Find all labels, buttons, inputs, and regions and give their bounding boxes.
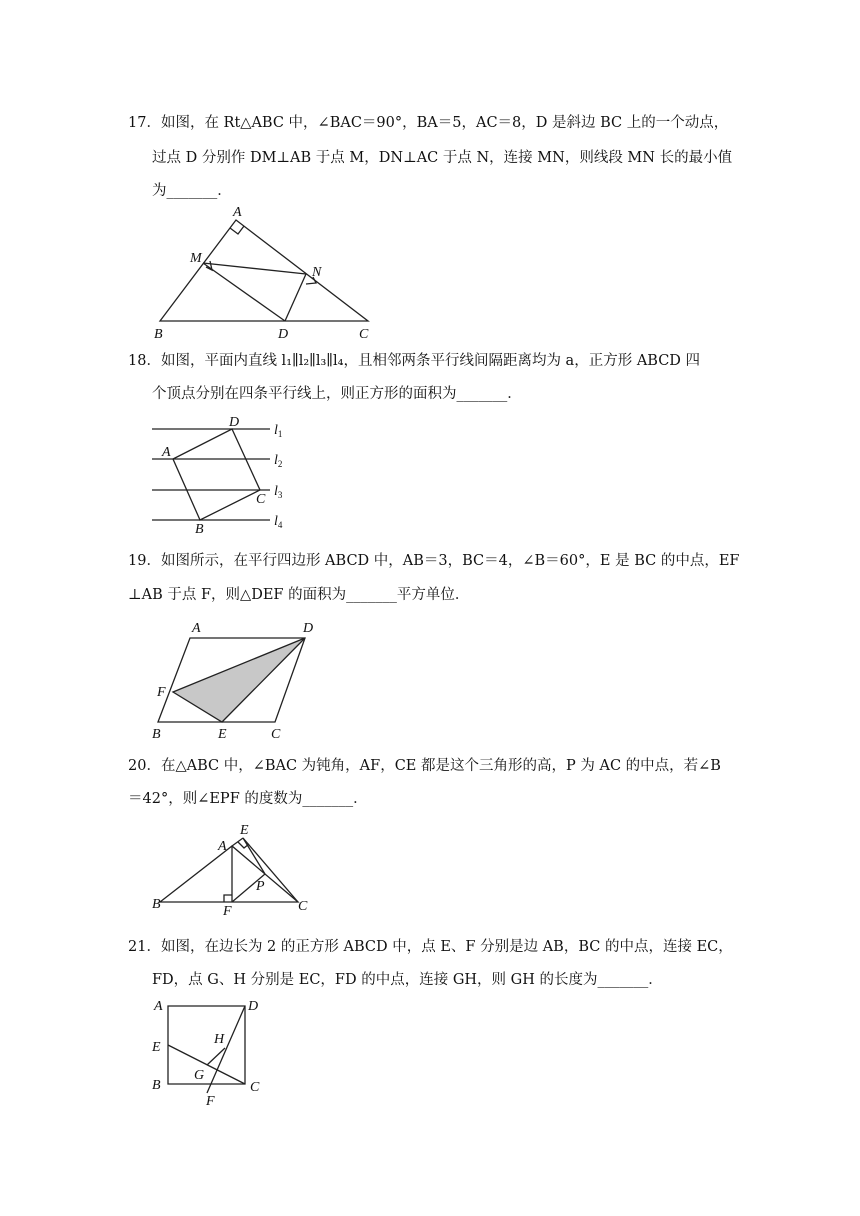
problem-21-line-1: 21．如图，在边长为 2 的正方形 ABCD 中，点 E、F 分别是边 AB，BC 的中点，连接 EC， [128,939,733,955]
problem-17-line-2: 过点 D 分别作 DM⊥AB 于点 M，DN⊥AC 于点 N，连接 MN，则线段 MN 长的最小值 [152,150,733,166]
label-a: A [192,621,201,636]
label-e: E [152,1040,161,1055]
label-f: F [223,904,232,919]
figure-20 [140,818,330,918]
figure-18 [140,410,320,535]
label-b: B [195,522,204,537]
label-l2: $l_2$ [274,453,283,469]
label-l3: $l_3$ [274,484,283,500]
problem-20-line-1: 20．在△ABC 中，∠BAC 为钝角，AF，CE 都是这个三角形的高，P 为 AC 的中点，若∠B [128,758,721,774]
label-b: B [152,897,161,912]
problem-19-line-1: 19．如图所示，在平行四边形 ABCD 中，AB＝3，BC＝4，∠B＝60°，E 是 BC 的中点，EF [128,553,740,569]
label-b: B [154,327,163,342]
problem-17-line-3: 为_______． [152,183,232,199]
label-a: A [162,445,171,460]
square-abcd [173,429,260,520]
altitude-ce [243,838,298,902]
problem-20-line-2: ＝42°，则∠EPF 的度数为_______． [128,791,368,807]
label-a: A [154,999,163,1014]
problem-19-line-2: ⊥AB 于点 F，则△DEF 的面积为_______平方单位． [128,587,470,603]
label-e: E [240,823,249,838]
label-c: C [271,727,281,742]
problem-18-line-1: 18．如图，平面内直线 l₁∥l₂∥l₃∥l₄，且相邻两条平行线间隔距离均为 a，正方形 ABCD 四 [128,353,701,369]
right-angle-f [224,895,232,902]
segment-md [203,263,285,321]
label-b: B [152,727,161,742]
label-n: N [312,265,322,280]
segment-ep [243,838,265,874]
label-d: D [303,621,314,636]
problem-21-line-2: FD，点 G、H 分别是 EC，FD 的中点，连接 GH，则 GH 的长度为_______． [152,972,663,988]
segment-mn [203,263,306,274]
label-d: D [229,415,240,430]
problem-17-line-1: 17．如图，在 Rt△ABC 中，∠BAC＝90°，BA＝5，AC＝8，D 是斜边 BC 上的一个动点， [128,115,729,131]
right-angle-a [230,226,244,234]
label-e: E [218,727,227,742]
segment-dn [285,274,306,321]
figure-19 [140,612,330,742]
label-h: H [214,1032,225,1047]
label-a: A [233,205,242,220]
label-a: A [218,839,227,854]
label-c: C [256,492,266,507]
label-c: C [250,1080,260,1095]
problem-18-line-2: 个顶点分别在四条平行线上，则正方形的面积为_______． [152,386,522,402]
figure-17 [140,200,400,340]
label-l4: $l_4$ [274,514,283,530]
label-g: G [194,1068,205,1083]
label-f: F [157,685,166,700]
figure-21 [140,995,280,1110]
label-c: C [359,327,369,342]
square-abcd [168,1006,245,1084]
label-p: P [256,879,265,894]
label-c: C [298,899,308,914]
segment-fd [207,1006,245,1093]
label-m: M [190,251,202,266]
segment-ec [168,1045,245,1084]
label-d: D [248,999,259,1014]
label-l1: $l_1$ [274,423,283,439]
triangle-abc [160,846,298,902]
shaded-triangle-def [173,638,305,722]
label-b: B [152,1078,161,1093]
label-f: F [206,1094,215,1109]
label-d: D [278,327,289,342]
